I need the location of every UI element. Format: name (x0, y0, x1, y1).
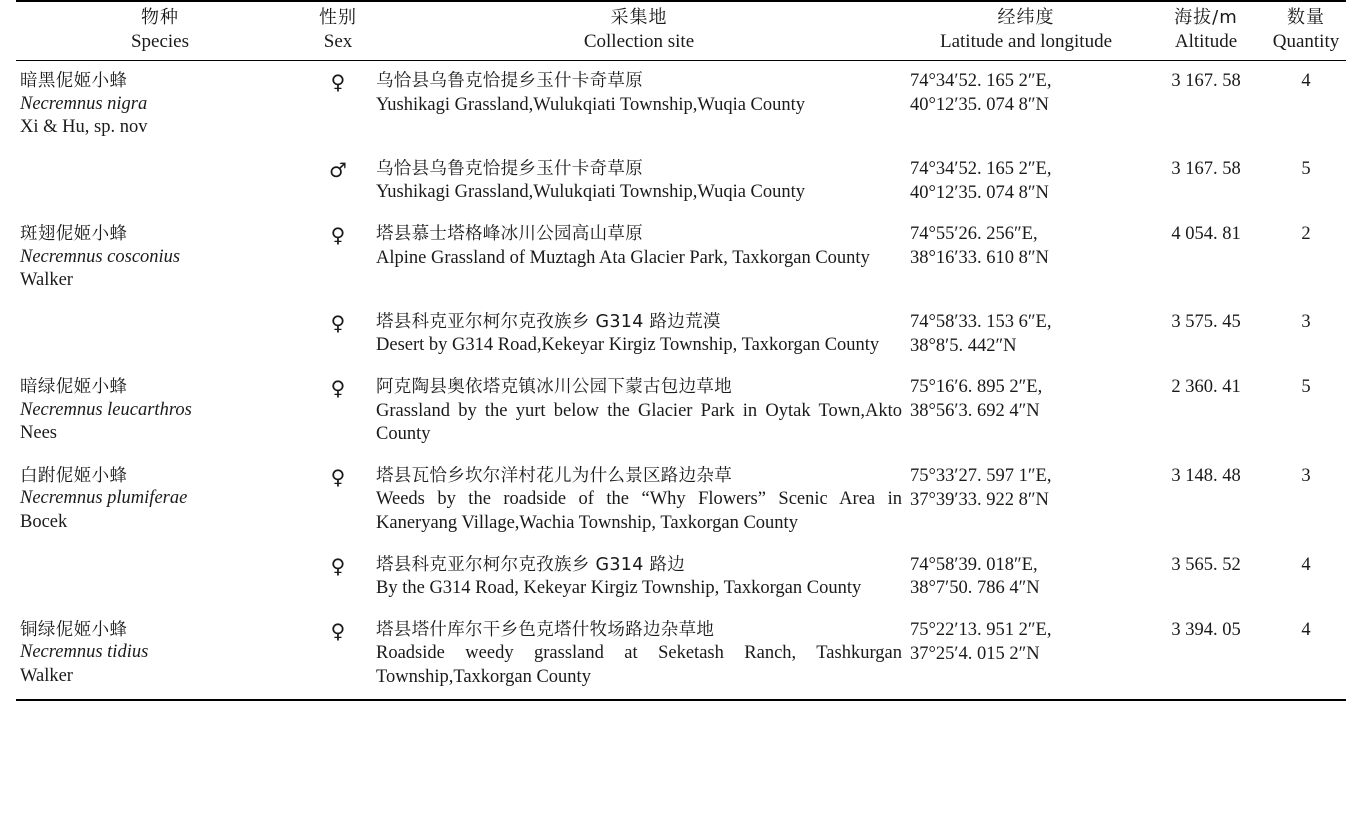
column-header-coord-en: Latitude and longitude (939, 30, 1112, 52)
cell-quantity: 3 (1301, 311, 1311, 332)
cell-altitude: 3 575. 45 (1171, 311, 1241, 332)
latitude-value: 37°25′4. 015 2″N (910, 643, 1040, 664)
collection-site-en: Desert by G314 Road,Kekeyar Kirgiz Township, Taxkorgan County (376, 335, 880, 356)
cell-altitude: 4 054. 81 (1171, 224, 1241, 245)
column-header-altitude (1146, 1, 1266, 61)
collection-site-cn: 乌恰县乌鲁克恰提乡玉什卡奇草原 (376, 158, 643, 179)
table-body (16, 61, 1346, 700)
cell-sex (304, 367, 372, 456)
cell-collection-site (372, 149, 906, 214)
sex-symbol: ♀ (330, 376, 346, 401)
species-authority: Walker (20, 666, 73, 687)
cell-sex (304, 545, 372, 610)
specimen-table (16, 0, 1346, 701)
table-row (16, 214, 1346, 302)
species-authority: Walker (20, 270, 73, 291)
species-name-scientific: Necremnus cosconius (20, 246, 181, 267)
collection-site-cn: 塔县瓦恰乡坎尔洋村花儿为什么景区路边杂草 (376, 466, 732, 487)
cell-altitude: 3 167. 58 (1171, 158, 1241, 179)
column-header-coord-cn: 经纬度 (997, 7, 1055, 28)
longitude-value: 74°34′52. 165 2″E, (910, 71, 1052, 92)
collection-site-cn: 乌恰县乌鲁克恰提乡玉什卡奇草原 (376, 71, 643, 92)
cell-collection-site (372, 367, 906, 456)
collection-site-en: Yushikagi Grassland,Wulukqiati Township,Wuqia County (376, 94, 806, 115)
cell-altitude: 2 360. 41 (1171, 377, 1241, 398)
collection-site-cn: 塔县慕士塔格峰冰川公园高山草原 (376, 224, 643, 245)
species-name-scientific: Necremnus leucarthros (20, 399, 192, 420)
latitude-value: 40°12′35. 074 8″N (910, 94, 1049, 115)
longitude-value: 74°58′33. 153 6″E, (910, 311, 1052, 332)
cell-sex (304, 61, 372, 149)
species-name-cn: 暗黑伲姬小蜂 (20, 71, 128, 92)
species-authority: Xi & Hu, sp. nov (20, 117, 148, 138)
table-row (16, 367, 1346, 456)
sex-symbol: ♀ (330, 310, 346, 335)
cell-quantity: 2 (1301, 224, 1311, 245)
table-row (16, 302, 1346, 367)
column-header-sex-cn: 性别 (319, 7, 357, 28)
cell-altitude: 3 167. 58 (1171, 71, 1241, 92)
cell-quantity: 4 (1301, 620, 1311, 641)
cell-collection-site (372, 545, 906, 610)
species-name-cn: 铜绿伲姬小蜂 (20, 620, 128, 641)
table-row (16, 61, 1346, 149)
cell-sex (304, 456, 372, 545)
cell-sex (304, 149, 372, 214)
collection-site-en: Alpine Grassland of Muztagh Ata Glacier Park, Taxkorgan County (376, 247, 870, 268)
sex-symbol: ♀ (330, 70, 346, 95)
latitude-value: 37°39′33. 922 8″N (910, 489, 1049, 510)
longitude-value: 75°22′13. 951 2″E, (910, 620, 1052, 641)
cell-species (16, 149, 304, 214)
column-header-altitude-cn: 海拔/m (1174, 7, 1238, 28)
cell-coordinates (906, 456, 1146, 545)
longitude-value: 74°58′39. 018″E, (910, 554, 1038, 575)
cell-species (16, 456, 304, 545)
species-authority: Bocek (20, 512, 68, 533)
cell-coordinates (906, 302, 1146, 367)
species-name-scientific: Necremnus nigra (20, 93, 148, 114)
species-name-scientific: Necremnus tidius (20, 642, 149, 663)
collection-site-en: Grassland by the yurt below the Glacier Park in Oytak Town,Akto County (376, 400, 902, 445)
column-header-coord (906, 1, 1146, 61)
longitude-value: 74°34′52. 165 2″E, (910, 158, 1052, 179)
collection-site-cn: 塔县塔什库尔干乡色克塔什牧场路边杂草地 (376, 620, 715, 641)
collection-site-cn: 塔县科克亚尔柯尔克孜族乡 G314 路边荒漠 (376, 311, 721, 332)
cell-altitude: 3 565. 52 (1171, 554, 1241, 575)
column-header-sex (304, 1, 372, 61)
cell-quantity: 4 (1301, 71, 1311, 92)
table-header (16, 1, 1346, 61)
sex-symbol: ♀ (330, 553, 346, 578)
latitude-value: 38°8′5. 442″N (910, 335, 1017, 356)
header-row (16, 1, 1346, 61)
cell-collection-site (372, 302, 906, 367)
column-header-altitude-en: Altitude (1174, 30, 1238, 52)
cell-coordinates (906, 610, 1146, 700)
cell-species (16, 610, 304, 700)
cell-coordinates (906, 61, 1146, 149)
table-row (16, 456, 1346, 545)
cell-species (16, 214, 304, 302)
collection-site-en: Roadside weedy grassland at Seketash Ranch, Tashkurgan Township,Taxkorgan County (376, 643, 902, 688)
latitude-value: 40°12′35. 074 8″N (910, 182, 1049, 203)
column-header-quantity-cn: 数量 (1287, 7, 1325, 28)
cell-coordinates (906, 214, 1146, 302)
cell-sex (304, 214, 372, 302)
column-header-quantity-en: Quantity (1272, 30, 1340, 52)
species-name-cn: 斑翅伲姬小蜂 (20, 224, 128, 245)
sex-symbol: ♂ (329, 157, 347, 182)
cell-altitude: 3 394. 05 (1171, 620, 1241, 641)
collection-site-en: Weeds by the roadside of the “Why Flowers” Scenic Area in Kaneryang Village,Wachia Township, Taxkorgan County (376, 489, 902, 534)
collection-site-cn: 塔县科克亚尔柯尔克孜族乡 G314 路边 (376, 554, 686, 575)
cell-coordinates (906, 149, 1146, 214)
cell-sex (304, 610, 372, 700)
column-header-site-cn: 采集地 (610, 7, 668, 28)
longitude-value: 74°55′26. 256″E, (910, 224, 1038, 245)
collection-site-cn: 阿克陶县奥依塔克镇冰川公园下蒙古包边草地 (376, 377, 732, 398)
cell-species (16, 61, 304, 149)
cell-quantity: 3 (1301, 466, 1311, 487)
cell-altitude: 3 148. 48 (1171, 466, 1241, 487)
latitude-value: 38°56′3. 692 4″N (910, 400, 1040, 421)
column-header-quantity (1266, 1, 1346, 61)
cell-species (16, 367, 304, 456)
cell-quantity: 4 (1301, 554, 1311, 575)
species-name-scientific: Necremnus plumiferae (20, 488, 188, 509)
sex-symbol: ♀ (330, 465, 346, 490)
collection-site-en: By the G314 Road, Kekeyar Kirgiz Township, Taxkorgan County (376, 578, 862, 599)
cell-coordinates (906, 545, 1146, 610)
cell-coordinates (906, 367, 1146, 456)
longitude-value: 75°33′27. 597 1″E, (910, 466, 1052, 487)
sex-symbol: ♀ (330, 223, 346, 248)
species-authority: Nees (20, 423, 57, 444)
sex-symbol: ♀ (330, 619, 346, 644)
cell-species (16, 302, 304, 367)
cell-collection-site (372, 214, 906, 302)
cell-sex (304, 302, 372, 367)
species-name-cn: 白跗伲姬小蜂 (20, 466, 128, 487)
column-header-site-en: Collection site (583, 30, 695, 52)
longitude-value: 75°16′6. 895 2″E, (910, 377, 1043, 398)
latitude-value: 38°16′33. 610 8″N (910, 247, 1049, 268)
collection-site-en: Yushikagi Grassland,Wulukqiati Township,Wuqia County (376, 182, 806, 203)
table-row (16, 149, 1346, 214)
species-name-cn: 暗绿伲姬小蜂 (20, 377, 128, 398)
column-header-species-cn: 物种 (141, 7, 179, 28)
column-header-species (16, 1, 304, 61)
cell-quantity: 5 (1301, 158, 1311, 179)
table-row (16, 610, 1346, 700)
cell-quantity: 5 (1301, 377, 1311, 398)
column-header-sex-en: Sex (323, 30, 353, 52)
cell-species (16, 545, 304, 610)
cell-collection-site (372, 610, 906, 700)
cell-collection-site (372, 61, 906, 149)
cell-collection-site (372, 456, 906, 545)
table-row (16, 545, 1346, 610)
column-header-site (372, 1, 906, 61)
column-header-species-en: Species (130, 30, 190, 52)
latitude-value: 38°7′50. 786 4″N (910, 578, 1040, 599)
